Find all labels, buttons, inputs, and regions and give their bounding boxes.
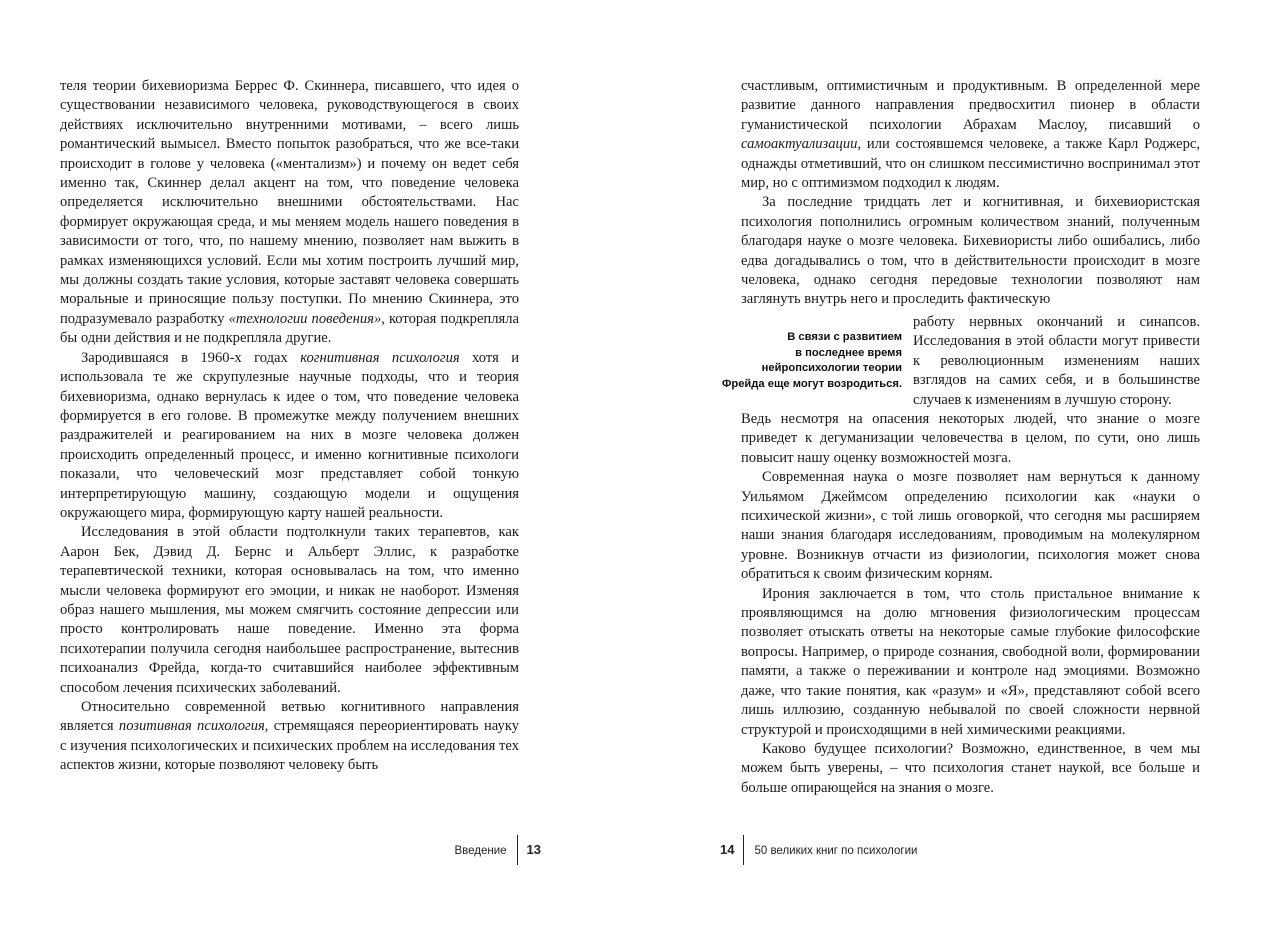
book-title: 50 великих книг по психологии <box>754 845 918 858</box>
text-run: Зародившаяся в 1960-х годах <box>81 349 301 366</box>
pull-quote-line: нейропсихологии теории <box>761 362 902 374</box>
right-body-text-wrap <box>913 313 1200 410</box>
italic-term: «технологии поведения» <box>228 310 382 327</box>
paragraph: работу нервных окончаний и синапсов. Исследования в этой области могут привести к революционным изменениям наших взглядов на самих себя, и в большинстве случаев к изменениям в лучшую сторону. <box>913 314 1200 408</box>
right-footer <box>720 836 917 858</box>
paragraph: Ведь несмотря на опасения некоторых людей, что знание о мозге приведет к дегуманизации человечества в целом, по сути, оно лишь повысит нашу оценку возможностей мозга. <box>741 411 1200 466</box>
footer-divider <box>743 835 744 865</box>
pull-quote-line: в последнее время <box>795 346 902 359</box>
paragraph <box>60 77 519 349</box>
text-run: Относительно современной ветвью когнитивного направления является <box>60 699 519 735</box>
text-run: теля теории бихевиоризма Беррес Ф. Скиннера, писавшего, что идея о существовании независимого человека, руководствующегося в своих действиях исключительно внутренними мотивами, – всего лишь романтический вымысел. Вместо попыток разобраться, что же все-таки происходит в голове у человека («ментализм») и почему он ведет себя именно так, Скиннер делал акцент на том, что поведение человека определяется исключительно внешними обстоятельствами. Нас формирует окружающая среда, и мы меняем модель нашего поведения в зависимости от того, что, по нашему мнению, позволяет нам выжить в рамках изменяющихся условий. Если мы хотим построить лучший мир, мы должны создать такие условия, которые заставят человека совершать моральные и приносящие пользу поступки. По мнению Скиннера, это подразумевало разработку <box>60 78 519 327</box>
text-run: , стремящаяся переориентировать науку с изучения психологических и психических проблем на исследования тех аспектов жизни, которые позволяют человеку быть <box>60 718 520 774</box>
right-body-text-bottom <box>741 410 1200 798</box>
pull-quote-line: Фрейда еще могут возродиться. <box>721 377 902 390</box>
footer-divider <box>517 835 518 865</box>
text-run: счастливым, оптимистичным и продуктивным. В определенной мере развитие данного направления предвосхитил пионер в области гуманистической психологии Абрахам Маслоу, писавший о <box>741 78 1200 133</box>
paragraph: Каково будущее психологии? Возможно, единственное, в чем мы можем быть уверены, – что психология станет наукой, все больше и больше опирающейся на знания о мозге. <box>741 740 1200 796</box>
section-title: Введение <box>454 845 507 858</box>
text-run: хотя и использовала те же скрупулезные научные подходы, что и теория бихевиоризма, однако вернулась к идее о том, что поведение человека формируется в его голове. В промежутке между получением внешних раздражителей и реагированием на них в мозге человека должен происходить определенный процесс, и именно когнитивные психологи показали, что человеческий мозг представляет собой тонкую интерпретирующую машину, создающую модели и ощущения окружающего мира, формирующую карту нашей реальности. <box>60 349 520 521</box>
left-footer <box>454 836 541 858</box>
italic-term: позитивная психология <box>118 718 265 735</box>
paragraph: Исследования в этой области подтолкнули таких терапевтов, как Аарон Бек, Дэвид Д. Бернс и Альберт Эллис, к разработке терапевтической техники, которая основывалась на том, что именно мысли человека формируют его эмоции, и никак не наоборот. Изменяя образ нашего мышления, мы можем смягчить состояние депрессии или просто контролировать наше поведение. Именно эта форма психотерапии получила сегодня наибольшее распространение, вытеснив психоанализ Фрейда, когда-то считавшийся наиболее эффективным способом лечения психических заболеваний. <box>60 524 519 696</box>
paragraph <box>60 349 519 524</box>
italic-term: когнитивная психология <box>300 349 460 366</box>
text-run: , или состоявшемся человеке, а также Карл Роджерс, однажды отметивший, что он слишком пессимистично воспринимал этот мир, но с оптимизмом подходил к людям. <box>741 136 1200 192</box>
paragraph: Ирония заключается в том, что столь пристальное внимание к проявляющимся на долю мгновения физиологическим процессам позволяет отыскать ответы на некоторые самые глубокие философские вопросы. Например, о природе сознания, свободной воли, формировании памяти, а также о переживании и контроле над эмоциями. Возможно даже, что такие понятия, как «разум» и «Я», представляют собой всего лишь иллюзию, созданную небывалой по своей сложности нервной структурой и происходящими в ней химическими реакциями. <box>741 585 1200 738</box>
text-run: , которая подкрепляла бы одни действия и не подкрепляла другие. <box>60 310 519 347</box>
italic-term: самоактуализации <box>741 136 858 153</box>
right-page <box>632 0 1265 928</box>
pull-quote-line: В связи с развитием <box>787 331 902 343</box>
paragraph <box>60 698 519 776</box>
right-body-text-top <box>741 77 1200 310</box>
paragraph <box>741 77 1200 193</box>
left-body-text <box>60 77 519 776</box>
pull-quote <box>696 330 902 392</box>
left-page <box>0 0 632 928</box>
page-number: 14 <box>720 842 735 858</box>
paragraph: За последние тридцать лет и когнитивная, и бихевиористская психология пополнились огромным количеством знаний, полученным благодаря науке о мозге человека. Бихевиористы либо ошибались, либо едва догадывались о том, что в действительности происходит в мозге человека, однако сегодня передовые технологии позволяют нам заглянуть внутрь него и проследить фактическую <box>741 194 1200 308</box>
paragraph: Современная наука о мозге позволяет нам вернуться к данному Уильямом Джеймсом определению психологии как «науки о психической жизни», с той лишь оговоркой, что сегодня мы расширяем наши знания благодаря исследованиям, проводимым на молекулярном уровне. Возникнув отчасти из физиологии, психология может снова обратиться к своим физическим корням. <box>741 469 1200 583</box>
page-number: 13 <box>526 842 541 858</box>
